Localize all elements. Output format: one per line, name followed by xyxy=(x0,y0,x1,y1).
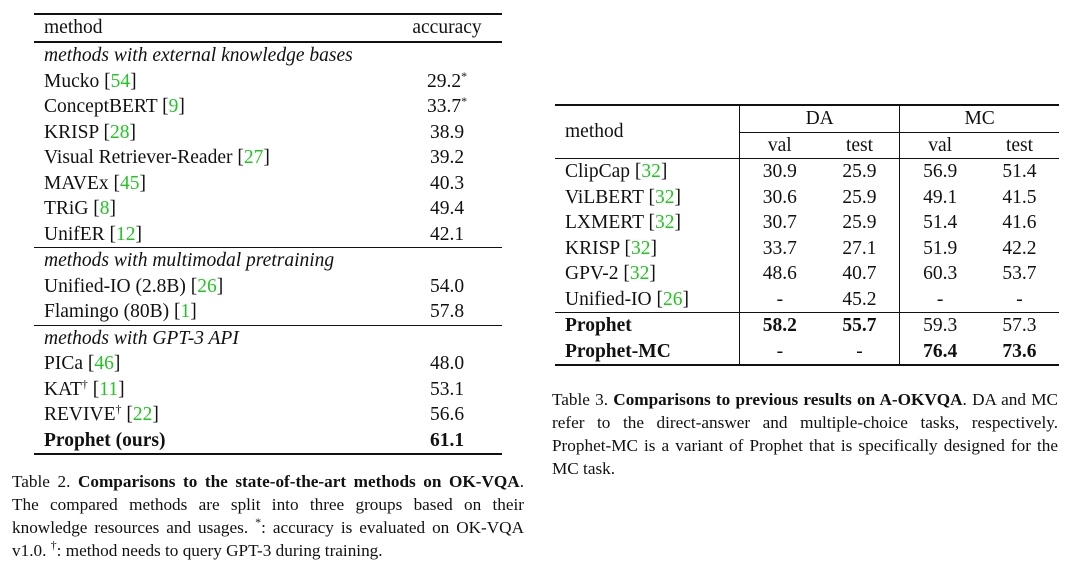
dagger-mark: † xyxy=(81,376,88,391)
method-name: PICa [46] xyxy=(44,353,121,374)
method-name: KAT† [11] xyxy=(44,376,125,400)
accuracy-value: 29.2* xyxy=(426,68,468,92)
table-row xyxy=(34,274,502,300)
table-2-caption xyxy=(12,470,524,562)
mc-test-header: test xyxy=(1005,134,1034,156)
method-name: GPV-2 [32] xyxy=(565,263,656,284)
table-row xyxy=(555,236,1059,262)
method-name: Flamingo (80B) [1] xyxy=(44,301,197,322)
group-title: methods with multimodal pretraining xyxy=(34,248,502,274)
mc-test: 42.2 xyxy=(1002,237,1037,259)
group-title: methods with external knowledge bases xyxy=(44,45,353,66)
citation-link[interactable]: 26 xyxy=(663,288,683,310)
mc-val: 76.4 xyxy=(900,339,980,366)
accuracy-value: 42.1 xyxy=(429,223,465,245)
method-name: LXMERT [32] xyxy=(565,212,682,233)
citation-link[interactable]: 45 xyxy=(120,172,140,194)
dagger-mark: † xyxy=(50,538,57,552)
citation-link[interactable]: 54 xyxy=(110,70,131,92)
table-row xyxy=(34,299,502,325)
accuracy-value: 56.6 xyxy=(429,404,465,425)
mc-test: 53.7 xyxy=(1002,263,1037,284)
table-2-accuracy-header: accuracy xyxy=(392,14,502,42)
caption-title: Comparisons to the state-of-the-art methods on OK-VQA xyxy=(77,472,520,491)
da-val: 33.7 xyxy=(740,236,820,262)
method-name: Unified-IO [26] xyxy=(565,288,690,310)
citation-link[interactable]: 32 xyxy=(655,212,675,233)
mc-test: 57.3 xyxy=(980,313,1059,339)
da-test: 55.7 xyxy=(820,313,900,339)
method-name: REVIVE† [22] xyxy=(44,402,159,425)
citation-link[interactable]: 11 xyxy=(99,378,119,400)
table-row-ours xyxy=(555,313,1059,339)
table-3-header-row xyxy=(555,105,1059,132)
method-name: TRiG [8] xyxy=(44,198,117,219)
table-row-ours xyxy=(555,339,1059,366)
mc-val: 51.4 xyxy=(900,210,980,236)
method-name: ViLBERT [32] xyxy=(565,186,681,208)
da-test-header: test xyxy=(845,134,874,156)
da-test: 27.1 xyxy=(842,237,877,259)
accuracy-value: 57.8 xyxy=(429,301,465,322)
citation-link[interactable]: 32 xyxy=(629,263,650,284)
accuracy-value: 38.9 xyxy=(429,121,465,143)
da-test: 25.9 xyxy=(820,159,900,185)
method-name: Prophet-MC xyxy=(555,339,740,366)
table-row xyxy=(555,159,1059,185)
table-row xyxy=(555,185,1059,211)
accuracy-value: 48.0 xyxy=(429,353,465,374)
da-test: 25.9 xyxy=(842,212,877,233)
method-name: KRISP [28] xyxy=(44,121,136,143)
table-3-method-header: method xyxy=(555,105,740,159)
caption-label: Table 3. xyxy=(552,390,614,409)
table-row xyxy=(555,287,1059,313)
citation-link[interactable]: 27 xyxy=(243,147,264,168)
da-val: 48.6 xyxy=(740,261,820,287)
table-row xyxy=(34,351,502,377)
da-val: 30.9 xyxy=(740,159,820,185)
da-test: - xyxy=(820,339,900,366)
group-title: methods with GPT-3 API xyxy=(34,325,502,351)
mc-val: 56.9 xyxy=(900,159,980,185)
mc-test: 41.5 xyxy=(1002,186,1037,208)
mc-test: 73.6 xyxy=(980,339,1059,366)
method-name: KRISP [32] xyxy=(565,237,657,259)
table-row-ours xyxy=(34,428,502,455)
da-test: 45.2 xyxy=(842,288,877,310)
table-row xyxy=(555,261,1059,287)
table-2-header-row xyxy=(34,14,502,42)
accuracy-value: 49.4 xyxy=(429,198,465,219)
method-name: Mucko [54] xyxy=(44,70,137,92)
citation-link[interactable]: 12 xyxy=(116,223,136,245)
citation-link[interactable]: 26 xyxy=(197,275,217,297)
mc-val: 60.3 xyxy=(900,261,980,287)
method-name: ClipCap [32] xyxy=(555,159,740,185)
table-row xyxy=(34,377,502,403)
method-name: Prophet xyxy=(555,313,740,339)
table-row xyxy=(34,196,502,222)
mc-val-header: val xyxy=(900,132,980,159)
table-3 xyxy=(555,104,1059,366)
table-row xyxy=(34,94,502,120)
table-row xyxy=(34,145,502,171)
citation-link[interactable]: 8 xyxy=(99,198,110,219)
citation-link[interactable]: 32 xyxy=(641,161,661,182)
da-val: - xyxy=(740,287,820,313)
method-name: Unified-IO (2.8B) [26] xyxy=(44,275,224,297)
table-row xyxy=(34,69,502,95)
method-name: UnifER [12] xyxy=(44,223,143,245)
da-val: - xyxy=(740,339,820,366)
mc-test: 51.4 xyxy=(980,159,1059,185)
table-2-group-row xyxy=(34,248,502,274)
asterisk-mark: * xyxy=(255,515,262,529)
mc-val: 49.1 xyxy=(900,185,980,211)
table-row xyxy=(555,210,1059,236)
asterisk-mark: * xyxy=(461,94,468,108)
table-2-group-row xyxy=(34,42,502,69)
table-2-method-header: method xyxy=(34,14,392,42)
caption-body: : method needs to query GPT-3 during training. xyxy=(56,541,383,560)
table-2-group-row xyxy=(34,325,502,351)
da-val-header: val xyxy=(740,132,820,159)
method-name: Prophet (ours) xyxy=(34,428,392,455)
table-row xyxy=(34,171,502,197)
table-row xyxy=(34,120,502,146)
table-row xyxy=(34,402,502,428)
table-row xyxy=(34,222,502,248)
caption-body: . The compared methods are split into three groups based on their knowledge resources and usages. xyxy=(12,472,524,537)
citation-link[interactable]: 1 xyxy=(180,301,191,322)
mc-val: - xyxy=(900,287,980,313)
da-val: 58.2 xyxy=(740,313,820,339)
accuracy-value: 40.3 xyxy=(429,172,465,194)
accuracy-value: 61.1 xyxy=(392,428,502,455)
citation-link[interactable]: 9 xyxy=(168,96,179,117)
accuracy-value: 54.0 xyxy=(429,275,465,297)
caption-body: . DA and MC refer to the direct-answer and multiple-choice tasks, respectively. Prophet-MC is a variant of Prophet that is specifically designed for the MC task. xyxy=(552,390,1058,478)
da-val: 30.6 xyxy=(740,185,820,211)
table-3-caption xyxy=(552,388,1058,480)
method-name: Visual Retriever-Reader [27] xyxy=(44,147,270,168)
accuracy-value: 33.7* xyxy=(426,94,468,117)
mc-test: 41.6 xyxy=(1002,212,1037,233)
citation-link[interactable]: 22 xyxy=(132,404,153,425)
citation-link[interactable]: 32 xyxy=(654,186,675,208)
asterisk-mark: * xyxy=(461,68,468,83)
caption-label: Table 2. xyxy=(12,472,78,491)
table-2 xyxy=(34,13,502,455)
method-name: ConceptBERT [9] xyxy=(44,96,185,117)
mc-header: MC xyxy=(900,105,1059,132)
accuracy-value: 53.1 xyxy=(429,378,465,400)
mc-test: - xyxy=(1016,288,1023,310)
da-val: 30.7 xyxy=(740,210,820,236)
citation-link[interactable]: 46 xyxy=(94,353,114,374)
mc-val: 59.3 xyxy=(900,313,980,339)
dagger-mark: † xyxy=(115,402,122,416)
citation-link[interactable]: 28 xyxy=(109,121,130,143)
da-header: DA xyxy=(740,105,900,132)
citation-link[interactable]: 32 xyxy=(630,237,651,259)
mc-val: 51.9 xyxy=(900,236,980,262)
caption-title: Comparisons to previous results on A-OKVQA xyxy=(613,390,963,409)
caption-body: : accuracy is evaluated on OK-VQA v1.0. xyxy=(12,518,524,560)
accuracy-value: 39.2 xyxy=(429,147,465,168)
da-test: 25.9 xyxy=(842,186,877,208)
da-test: 40.7 xyxy=(842,263,877,284)
method-name: MAVEx [45] xyxy=(44,172,147,194)
